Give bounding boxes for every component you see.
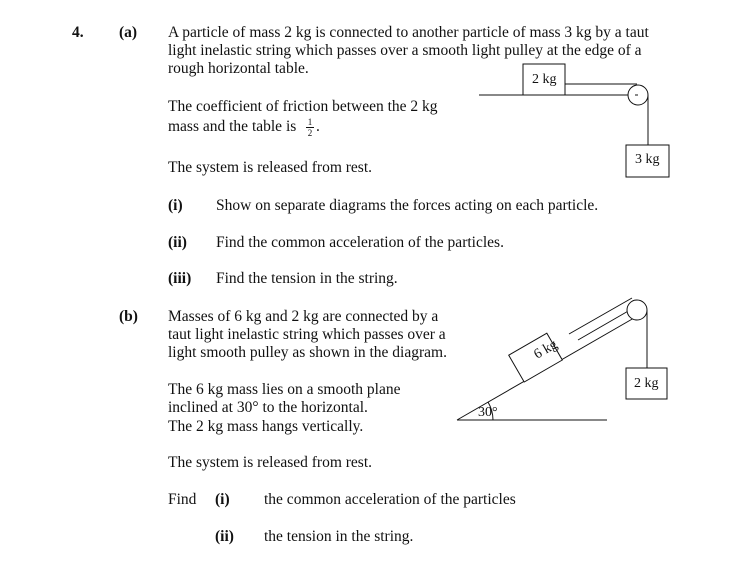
part-b-plane-line-2: inclined at 30° to the horizontal. xyxy=(168,399,368,416)
part-a-intro-line-3: rough horizontal table. xyxy=(168,60,309,77)
part-a-subpart-ii-label: (ii) xyxy=(168,234,187,251)
part-a-subpart-i-label: (i) xyxy=(168,197,183,214)
pulley-b xyxy=(627,300,647,320)
friction-period: . xyxy=(316,118,320,135)
part-b-subpart-ii-label: (ii) xyxy=(215,528,234,545)
part-a-subpart-ii-text: Find the common acceleration of the particles. xyxy=(216,234,504,251)
part-b-plane-line-1: The 6 kg mass lies on a smooth plane xyxy=(168,381,401,398)
friction-line-1: The coefficient of friction between the 2 kg xyxy=(168,98,438,115)
part-a-subpart-iii-label: (iii) xyxy=(168,270,192,287)
friction-numerator: 1 xyxy=(307,117,313,127)
part-a-subpart-i-text: Show on separate diagrams the forces acting on each particle. xyxy=(216,197,599,214)
part-b-label: (b) xyxy=(119,308,138,325)
friction-line-2: mass and the table is xyxy=(168,118,297,135)
find-word: Find xyxy=(168,491,197,508)
part-b-intro-line-2: taut light inelastic string which passes over a xyxy=(168,326,446,343)
friction-denominator: 2 xyxy=(307,128,313,138)
question-number: 4. xyxy=(72,24,84,41)
part-a-intro-line-2: light inelastic string which passes over a smooth light pulley at the edge of a xyxy=(168,42,642,59)
part-b-subpart-i-label: (i) xyxy=(215,491,230,508)
angle-label: 30° xyxy=(478,405,498,420)
part-a-label: (a) xyxy=(119,24,138,41)
part-a-intro-line-1: A particle of mass 2 kg is connected to another particle of mass 3 kg by a taut xyxy=(168,24,649,41)
table-mass-label: 2 kg xyxy=(532,72,557,87)
plane-mass-label: 6 kg xyxy=(531,337,561,363)
part-b-intro-line-3: light smooth pulley as shown in the diagram. xyxy=(168,344,447,361)
part-a-subpart-iii-text: Find the tension in the string. xyxy=(216,270,398,287)
part-b-released: The system is released from rest. xyxy=(168,454,373,471)
hanging-mass-label-b: 2 kg xyxy=(634,376,659,391)
part-b-intro-line-1: Masses of 6 kg and 2 kg are connected by a xyxy=(168,308,439,325)
part-a-released: The system is released from rest. xyxy=(168,159,373,176)
hanging-mass-label-a: 3 kg xyxy=(635,152,660,167)
string-incline xyxy=(569,298,632,334)
part-b-plane-line-3: The 2 kg mass hangs vertically. xyxy=(168,418,364,435)
part-b-subpart-ii-text: the tension in the string. xyxy=(264,528,414,545)
part-b-subpart-i-text: the common acceleration of the particles xyxy=(264,491,516,508)
